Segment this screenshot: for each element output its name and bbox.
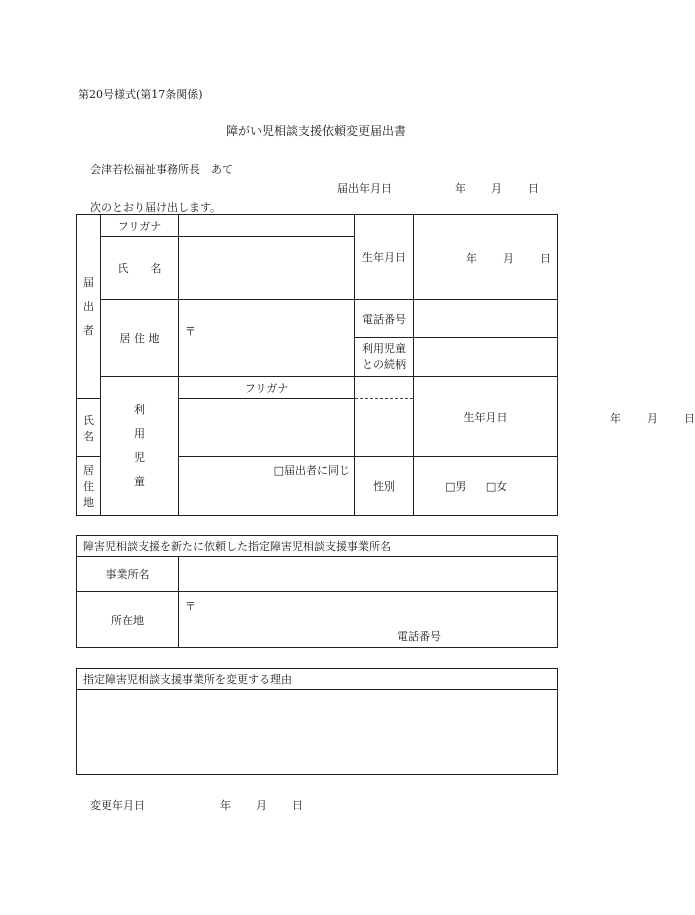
notifier-name-label: 氏 名: [101, 237, 179, 300]
child-gender-label: 性別: [355, 457, 414, 516]
notifier-furigana-label: フリガナ: [101, 215, 179, 237]
addressee: 会津若松福祉事務所長 あて: [90, 163, 233, 176]
notifier-birth-year: 年: [466, 252, 477, 265]
change-date-label: 変更年月日: [90, 799, 145, 812]
office-name-field[interactable]: [179, 557, 558, 592]
notifier-relationship-label: 利用児童 との続柄: [355, 338, 414, 377]
new-provider-table: [76, 535, 558, 648]
child-address-label: 居 住 地: [77, 457, 101, 516]
change-date-day: 日: [292, 799, 303, 812]
office-name-label: 事業所名: [77, 557, 179, 592]
notifier-address-label: 居 住 地: [101, 300, 179, 377]
location-postal-mark: 〒: [185, 600, 196, 613]
child-furigana-field[interactable]: [355, 377, 414, 399]
child-address-field[interactable]: [179, 457, 355, 516]
change-date-month: 月: [256, 799, 267, 812]
location-label: 所在地: [77, 592, 179, 648]
filing-date-label: 届出年月日: [337, 182, 392, 195]
child-gender-field: [414, 457, 558, 516]
notifier-birthdate-field[interactable]: [414, 215, 558, 300]
notifier-furigana-field[interactable]: [179, 215, 355, 237]
location-field[interactable]: [179, 592, 558, 648]
child-birth-month: 月: [647, 411, 658, 425]
form-number: 第20号様式(第17条関係): [78, 88, 203, 101]
notifier-relationship-field[interactable]: [414, 338, 558, 377]
notifier-phone-field[interactable]: [414, 300, 558, 338]
child-section-label: 利用児童: [101, 377, 179, 516]
same-as-notifier-checkbox[interactable]: □届出者に同じ: [273, 464, 350, 477]
filing-date-day: 日: [528, 182, 539, 195]
notifier-birth-day: 日: [540, 252, 551, 265]
child-birth-year: 年: [610, 411, 621, 425]
filing-date-year: 年: [455, 182, 466, 195]
child-name-label: 氏 名: [77, 399, 101, 457]
notifier-section-label: 届出者: [77, 215, 101, 399]
notifier-address-field[interactable]: [179, 300, 355, 377]
main-form-table: [76, 214, 695, 516]
location-phone-label: 電話番号: [397, 630, 441, 643]
notifier-name-field[interactable]: [179, 237, 355, 300]
filing-date-month: 月: [491, 182, 502, 195]
change-date-year: 年: [220, 799, 231, 812]
notifier-birthdate-label: 生年月日: [355, 215, 414, 300]
child-name-field[interactable]: [179, 399, 355, 457]
notifier-birth-month: 月: [503, 252, 514, 265]
gender-female-checkbox[interactable]: □女: [485, 480, 508, 493]
child-furigana-label: フリガナ: [179, 377, 355, 399]
child-birthdate-label: 生年月日: [414, 377, 558, 457]
notifier-postal-mark: 〒: [185, 325, 196, 338]
child-birth-day: 日: [684, 411, 695, 425]
gender-male-checkbox[interactable]: □男: [445, 480, 467, 493]
new-provider-header: 障害児相談支援を新たに依頼した指定障害児相談支援事業所名: [77, 536, 558, 557]
notifier-phone-label: 電話番号: [355, 300, 414, 338]
intro-text: 次のとおり届け出します。: [90, 201, 222, 214]
reason-header: 指定障害児相談支援事業所を変更する理由: [77, 669, 558, 690]
document-title: 障がい児相談支援依頼変更届出書: [226, 124, 407, 138]
reason-field[interactable]: [77, 690, 558, 775]
reason-table: [76, 668, 558, 775]
